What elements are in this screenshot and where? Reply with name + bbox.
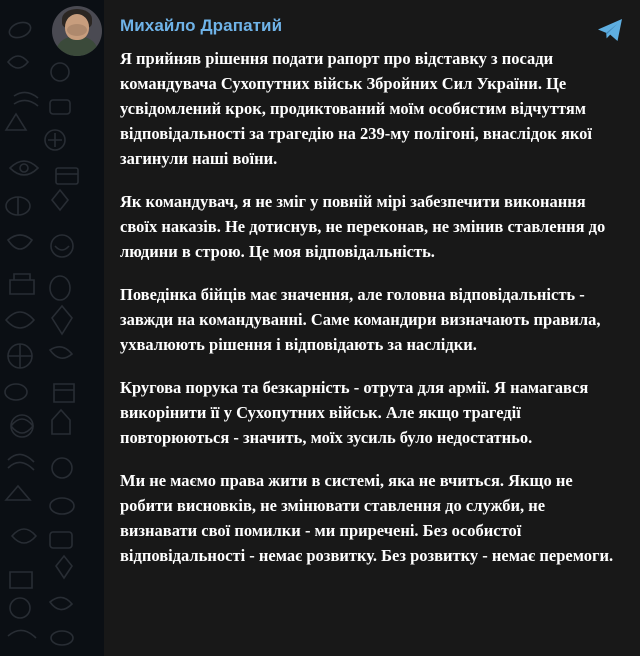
avatar-face-shadow bbox=[67, 24, 87, 36]
message-paragraph: Поведінка бійців має значення, але головна відповідальність - завжди на командуванні. Саме командири визначають правила, ухвалюють рішення і відповідають за наслідки. bbox=[120, 285, 601, 354]
message-paragraph: Кругова порука та безкарність - отрута для армії. Я намагався викорінити її у Сухопутних військ. Але якщо трагедії повторюються - значить, моїх зусиль було недостатньо. bbox=[120, 378, 589, 447]
message-paragraph: Як командувач, я не зміг у повній мірі забезпечити виконання своїх наказів. Не дотиснув, не переконав, не змінив ставлення до людини в строю. Це моя відповідальність. bbox=[120, 192, 606, 261]
message-bubble[interactable] bbox=[104, 0, 640, 656]
telegram-plane-icon[interactable] bbox=[596, 16, 624, 44]
message-paragraph: Ми не маємо права жити в системі, яка не вчиться. Якщо не робити висновків, не змінювати ставлення до служби, не визнавати свої помилки - ми приречені. Без особистої відповідальності - немає розвитку. Без розвитку - немає перемоги. bbox=[120, 471, 614, 565]
message-sender-name: Михайло Драпатий bbox=[120, 16, 283, 35]
message-paragraph: Я прийняв рішення подати рапорт про відставку з посади командувача Сухопутних військ Збройних Сил України. Це усвідомлений крок, продиктований моїм особистим відчуттям відповідальності за трагедію на 239-му полігоні, внаслідок якої загинули наші воїни. bbox=[120, 49, 592, 168]
sender-avatar[interactable] bbox=[52, 6, 102, 56]
chat-background-pattern bbox=[0, 0, 104, 656]
